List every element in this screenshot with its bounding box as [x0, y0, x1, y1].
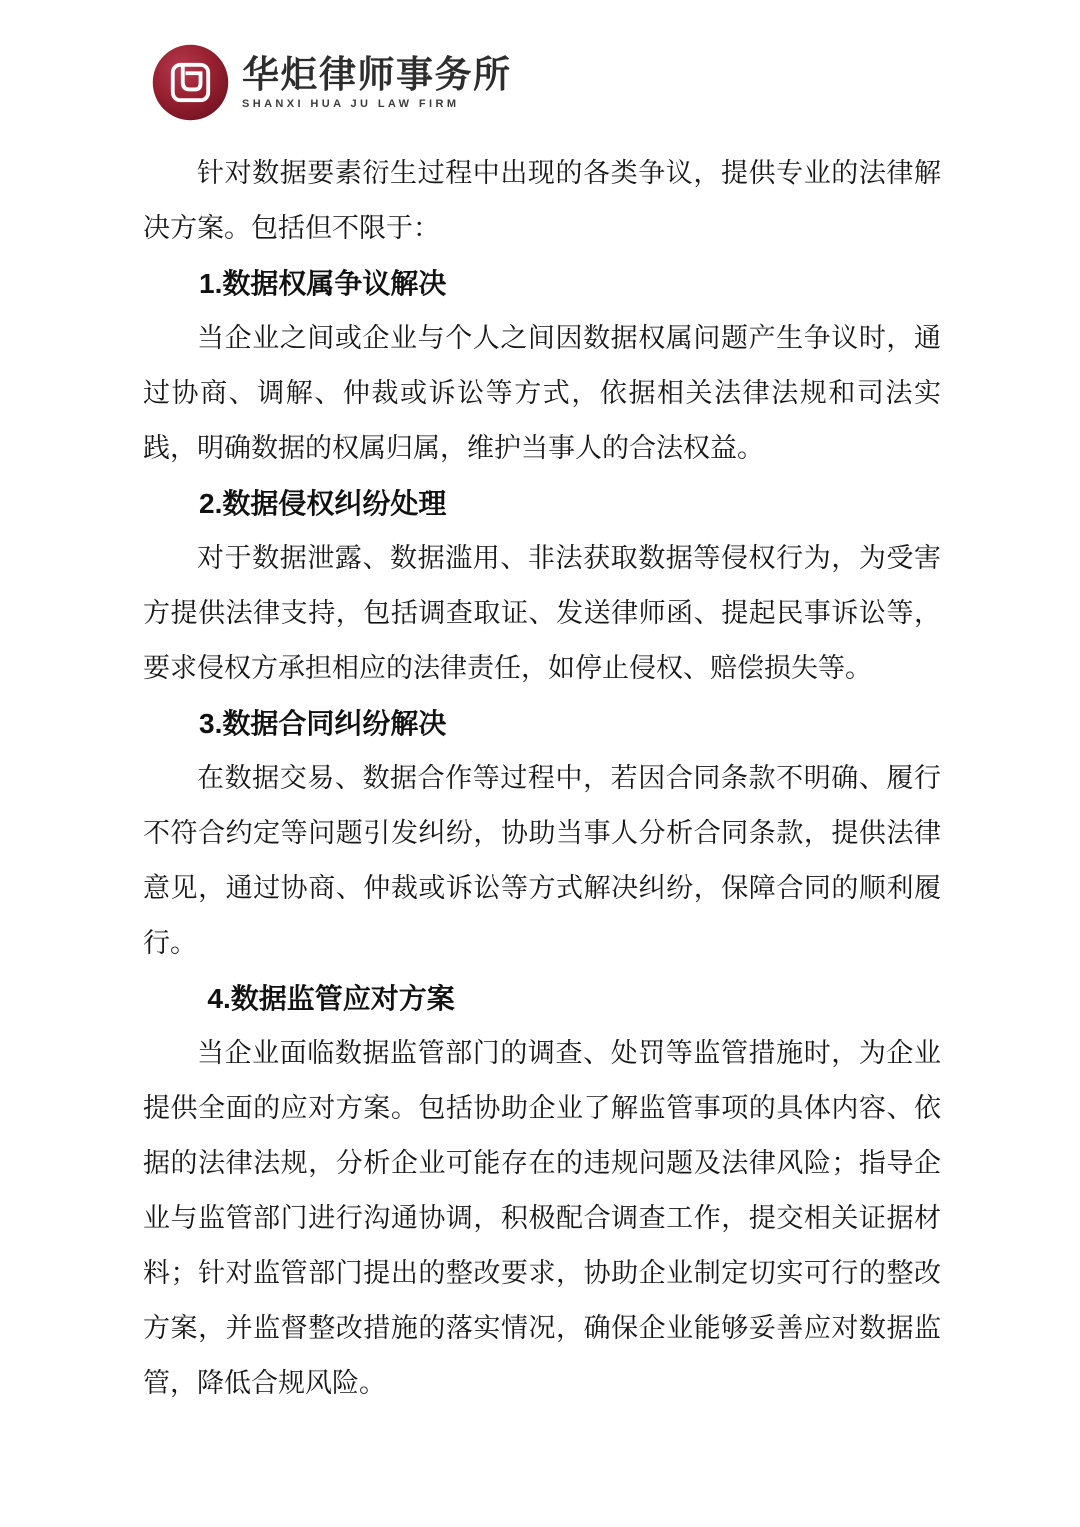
- firm-name-english: SHANXI HUA JU LAW FIRM: [242, 97, 460, 110]
- section-2-heading: 2.数据侵权纠纷处理: [199, 488, 447, 519]
- firm-name-chinese: 华炬律师事务所: [242, 53, 512, 95]
- section-1-body: 当企业之间或企业与个人之间因数据权属问题产生争议时，通过协商、调解、仲裁或诉讼等方式，依据相关法律法规和司法实践，明确数据的权属归属，维护当事人的合法权益。: [143, 323, 941, 463]
- section-1-heading: 1.数据权属争议解决: [199, 268, 447, 299]
- section-4-body: 当企业面临数据监管部门的调查、处罚等监管措施时，为企业提供全面的应对方案。包括协助企业了解监管事项的具体内容、依据的法律法规，分析企业可能存在的违规问题及法律风险；指导企业与监管部门进行沟通协调，积极配合调查工作，提交相关证据材料；针对监管部门提出的整改要求，协助企业制定切实可行的整改方案，并监督整改措施的落实情况，确保企业能够妥善应对数据监管，降低合规风险。: [143, 1038, 941, 1398]
- document-body: [143, 146, 941, 1411]
- section-3-body: 在数据交易、数据合作等过程中，若因合同条款不明确、履行不符合约定等问题引发纠纷，协助当事人分析合同条款，提供法律意见，通过协商、仲裁或诉讼等方式解决纠纷，保障合同的顺利履行。: [143, 763, 941, 958]
- letterhead: [152, 44, 512, 121]
- firm-names: [242, 55, 512, 111]
- intro-paragraph: 针对数据要素衍生过程中出现的各类争议，提供专业的法律解决方案。包括但不限于：: [143, 158, 941, 243]
- section-2-body: 对于数据泄露、数据滥用、非法获取数据等侵权行为，为受害方提供法律支持，包括调查取证、发送律师函、提起民事诉讼等，要求侵权方承担相应的法律责任，如停止侵权、赔偿损失等。: [143, 543, 941, 683]
- section-4-heading: 4.数据监管应对方案: [207, 983, 455, 1014]
- law-firm-emblem-icon: [152, 44, 229, 121]
- section-3-heading: 3.数据合同纠纷解决: [199, 708, 447, 739]
